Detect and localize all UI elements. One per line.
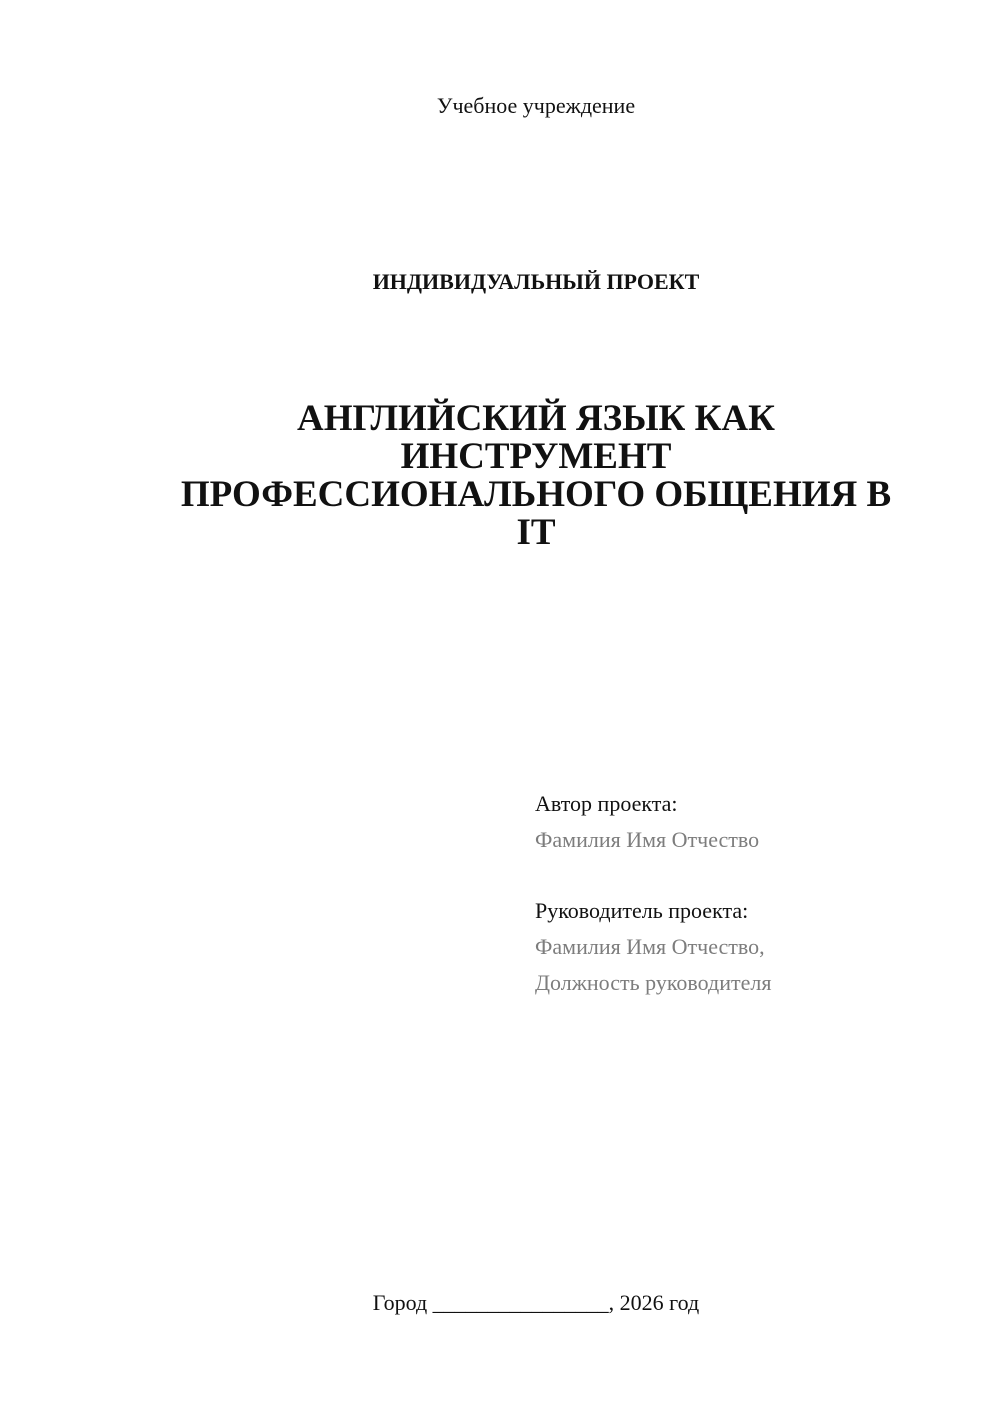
city-year-line: Город ________________, 2026 год [372,1290,700,1315]
author-block [535,786,975,858]
supervisor-position-placeholder: Должность руководителя [535,970,772,995]
project-title [0,400,1000,552]
institution-name: Учебное учреждение [436,93,636,118]
project-type-heading: ИНДИВИДУАЛЬНЫЙ ПРОЕКТ [372,269,700,294]
supervisor-label: Руководитель проекта: [535,898,749,923]
project-title-line: ПРОФЕССИОНАЛЬНОГО ОБЩЕНИЯ В [180,474,892,515]
author-label: Автор проекта: [535,791,678,816]
supervisor-block [535,893,975,1001]
project-title-line: ИНСТРУМЕНТ [400,436,672,477]
author-name-placeholder: Фамилия Имя Отчество [535,827,760,852]
project-title-line: АНГЛИЙСКИЙ ЯЗЫК КАК [297,398,775,439]
supervisor-name-placeholder: Фамилия Имя Отчество, [535,934,765,959]
project-title-line: IT [516,512,556,553]
